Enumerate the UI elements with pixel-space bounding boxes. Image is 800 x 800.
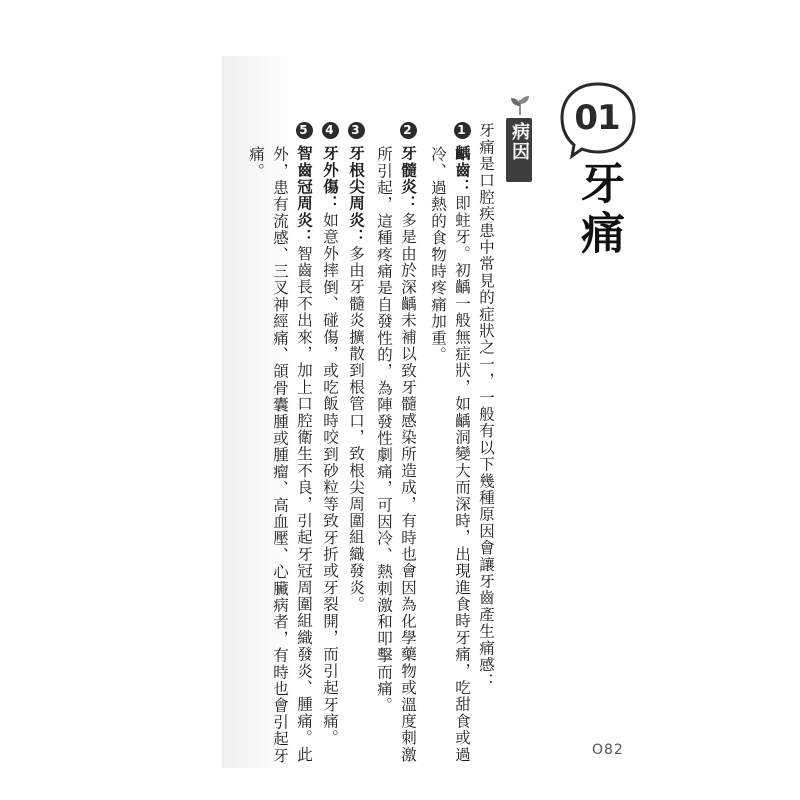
item-line: 痛。 (247, 146, 265, 180)
item-line: 外，患有流感、三叉神經痛、頜骨囊腫或腫瘤、高血壓、心臟病者，有時也會引起牙 (271, 146, 289, 764)
leaf-icon (507, 94, 533, 116)
item-number-badge: 2 (400, 122, 417, 139)
chapter-number: 01 (574, 98, 620, 138)
item-line: 如意外摔倒、碰傷，或吃飯時咬到砂粒等致牙折或牙裂開，而引起牙痛。 (321, 211, 339, 747)
list-item (450, 122, 474, 763)
list-item (318, 122, 342, 746)
item-line: 多是由於深齲未補以致牙髓感染所造成，有時也會因為化學藥物或溫度刺激 (399, 211, 417, 763)
item-number-badge: 5 (296, 122, 313, 139)
list-item (396, 122, 420, 763)
chapter-title: 牙痛 (573, 160, 624, 260)
item-number-badge: 4 (322, 122, 339, 139)
item-number-badge: 3 (348, 122, 365, 139)
item-term: 智齒冠周炎： (295, 145, 313, 246)
item-term: 牙外傷： (321, 145, 339, 212)
list-item-continuation (372, 146, 396, 714)
item-line: 冷、過熱的食物時疼痛加重。 (429, 146, 447, 364)
item-term: 齲齒： (453, 145, 471, 196)
item-line: 智齒長不出來，加上口腔衛生不良，引起牙冠周圍組織發炎、腫痛。此 (295, 245, 313, 763)
list-item-continuation (244, 146, 268, 179)
section-tab (506, 118, 532, 182)
intro-text: 牙痛是口腔疾患中常見的症狀之一，一般有以下幾種原因會讓牙齒產生痛感： (477, 122, 495, 690)
list-item (344, 122, 368, 613)
section-label: 病因 (509, 122, 530, 162)
list-item-continuation (426, 146, 450, 363)
page-number: O82 (592, 742, 624, 758)
item-term: 牙髓炎： (399, 145, 417, 212)
item-line: 即蛀牙。初齲一般無症狀，如齲洞變大而深時，出現進食時牙痛，吃甜食或過 (453, 195, 471, 763)
item-line: 所引起，這種疼痛是自發性的，為陣發性劇痛，可因冷、熱刺激和叩擊而痛。 (375, 146, 393, 714)
list-item (292, 122, 316, 763)
item-term: 牙根尖周炎： (347, 145, 365, 246)
chapter-badge (558, 80, 638, 160)
list-item-continuation (268, 146, 292, 764)
item-line: 多由牙髓炎擴散到根管口，致根尖周圍組織發炎。 (347, 245, 365, 613)
item-number-badge: 1 (454, 122, 471, 139)
